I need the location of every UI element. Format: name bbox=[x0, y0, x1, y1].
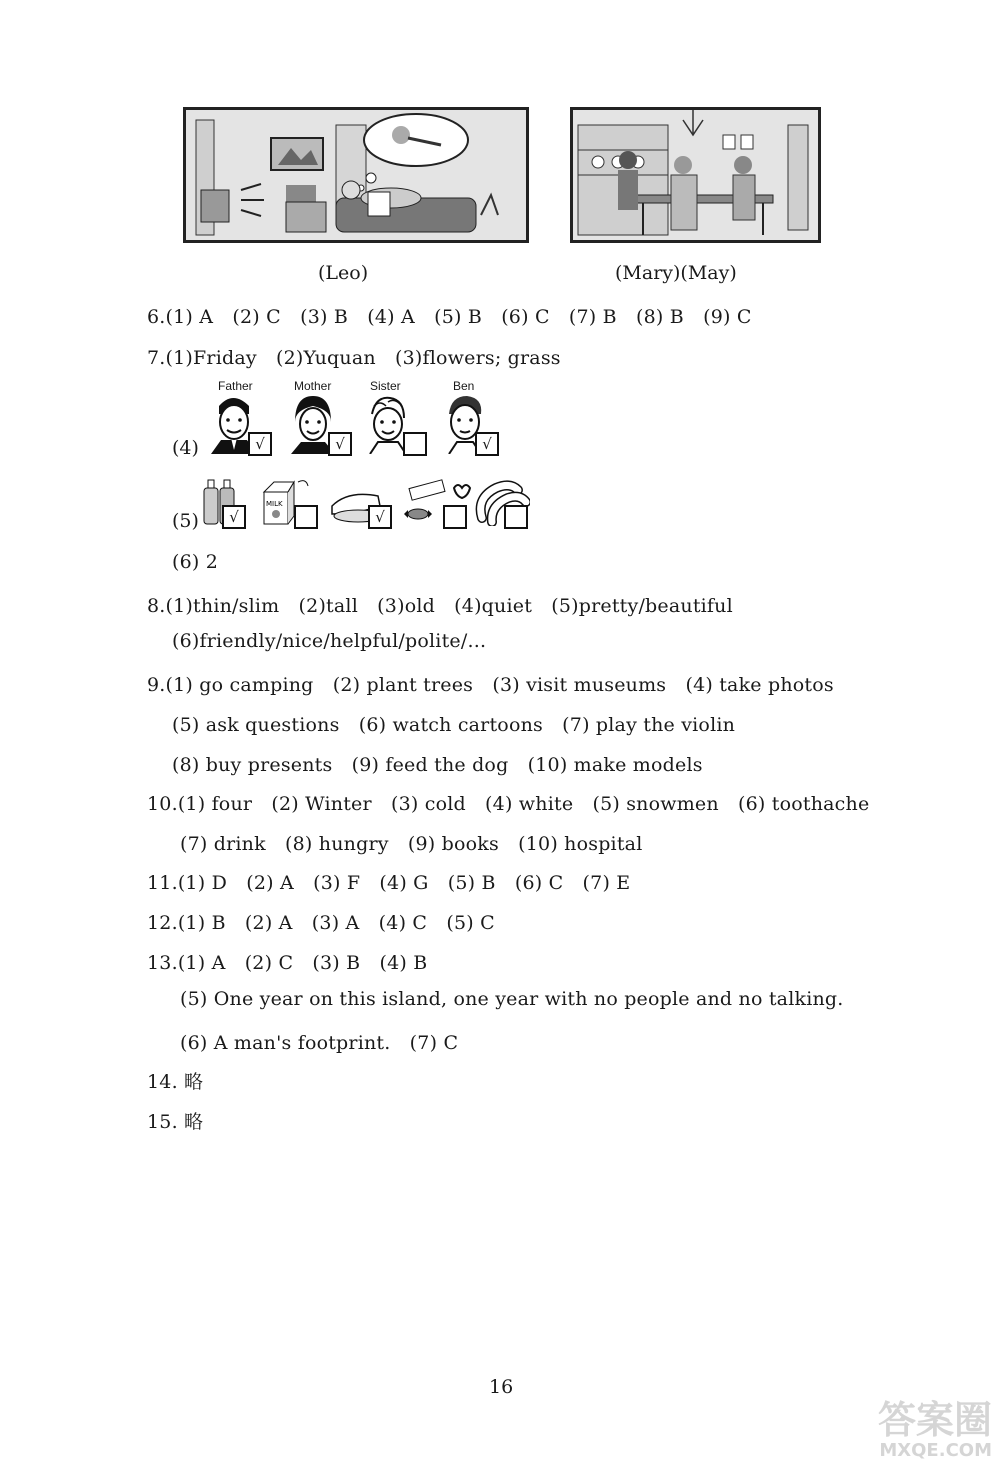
watermark-brand: 答案圈 bbox=[877, 1398, 992, 1442]
page-number: 16 bbox=[489, 1376, 514, 1398]
answer-q8-line1: 8.(1)thin/slim (2)tall (3)old (4)quiet (5)pretty/beautiful bbox=[147, 595, 733, 617]
answer-q13-line2: (5) One year on this island, one year with no people and no talking. bbox=[180, 988, 844, 1010]
answer-q7-part6: (6) 2 bbox=[172, 551, 219, 573]
answer-q10-line2: (7) drink (8) hungry (9) books (10) hospital bbox=[180, 833, 643, 855]
milk-checkbox bbox=[294, 505, 318, 529]
answer-q9-line3: (8) buy presents (9) feed the dog (10) make models bbox=[172, 754, 703, 776]
label-mother: Mother bbox=[294, 379, 332, 393]
answer-q6: 6.(1) A (2) C (3) B (4) A (5) B (6) C (7) B (8) B (9) C bbox=[147, 306, 752, 328]
caption-left: (Leo) bbox=[318, 262, 369, 284]
father-checkbox: √ bbox=[248, 432, 272, 456]
q7-part5-num: (5) bbox=[172, 510, 199, 532]
water-checkbox: √ bbox=[222, 505, 246, 529]
watermark-logo bbox=[822, 1400, 992, 1466]
answer-q7-line1: 7.(1)Friday (2)Yuquan (3)flowers; grass bbox=[147, 347, 561, 369]
sausage-checkbox bbox=[504, 505, 528, 529]
answer-q8-line2: (6)friendly/nice/helpful/polite/... bbox=[172, 630, 487, 652]
answer-q9-line1: 9.(1) go camping (2) plant trees (3) visit museums (4) take photos bbox=[147, 674, 834, 696]
answer-q13-line3: (6) A man's footprint. (7) C bbox=[180, 1032, 459, 1054]
answer-q9-line2: (5) ask questions (6) watch cartoons (7) play the violin bbox=[172, 714, 736, 736]
caption-right: (Mary)(May) bbox=[615, 262, 737, 284]
candy-checkbox bbox=[443, 505, 467, 529]
answer-q15: 15. 略 bbox=[147, 1111, 204, 1133]
label-father: Father bbox=[218, 379, 253, 393]
answer-q12: 12.(1) B (2) A (3) A (4) C (5) C bbox=[147, 912, 495, 934]
svg-text:MILK: MILK bbox=[266, 500, 283, 508]
sister-checkbox bbox=[403, 432, 427, 456]
answer-q10-line1: 10.(1) four (2) Winter (3) cold (4) white (5) snowmen (6) toothache bbox=[147, 793, 870, 815]
label-ben: Ben bbox=[453, 379, 475, 393]
answer-q14: 14. 略 bbox=[147, 1071, 204, 1093]
answer-q11: 11.(1) D (2) A (3) F (4) G (5) B (6) C (7) E bbox=[147, 872, 631, 894]
illustration-dining-room bbox=[570, 107, 821, 243]
illustration-living-room bbox=[183, 107, 529, 243]
label-sister: Sister bbox=[370, 379, 401, 393]
answer-q13-line1: 13.(1) A (2) C (3) B (4) B bbox=[147, 952, 428, 974]
bread-checkbox: √ bbox=[368, 505, 392, 529]
mother-checkbox: √ bbox=[328, 432, 352, 456]
watermark-site: MXQE.COM bbox=[879, 1440, 992, 1461]
q7-part4-num: (4) bbox=[172, 437, 199, 459]
ben-checkbox: √ bbox=[475, 432, 499, 456]
